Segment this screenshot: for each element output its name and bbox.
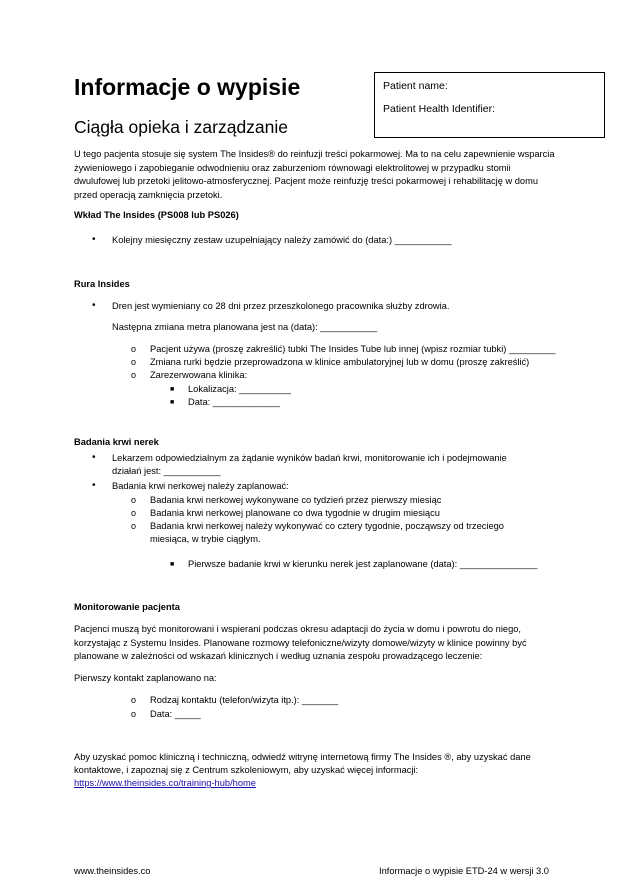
blood-sub-item: Badania krwi nerkowej planowane co dwa tygodnie w drugim miesiącu xyxy=(150,508,440,518)
monitoring-line: Pacjenci muszą być monitorowani i wspierani podczas okresu adaptacji do życia w domu i powrotu do niego, xyxy=(74,624,521,634)
contact-date-text: Data: _____ xyxy=(150,709,201,719)
square-bullet-icon: ■ xyxy=(170,399,175,406)
monitoring-line: planowane w zależności od wskazań klinicznych i według uznania zespołu prowadzącego leczenie: xyxy=(74,651,483,661)
intro-line: żywieniowego i zapobieganie odwodnieniu oraz zaburzeniom równowagi elektrolitowej w przypadku stomii xyxy=(74,162,511,173)
blood-sub-item: Badania krwi nerkowej należy wykonywać co cztery tygodnie, począwszy od trzeciego xyxy=(150,521,504,531)
clinic-location-text: Lokalizacja: __________ xyxy=(188,384,291,394)
intro-line: dwulufowej lub przetoki jelitowo-atmosferycznej. Pacjent może reinfuzję treści pokarmowej i rehabilitację w domu xyxy=(74,176,539,186)
ring-bullet-icon: o xyxy=(131,344,137,354)
section-heading-cartridge: Wkład The Insides (PS008 lub PS026) xyxy=(74,210,239,220)
tube-sub-item: Zarezerwowana klinika: xyxy=(150,370,248,380)
blood-plan-text: Badania krwi nerkowej należy zaplanować: xyxy=(112,481,289,491)
patient-name-label: Patient name: xyxy=(383,80,448,92)
tube-next-change-text: Następna zmiana metra planowana jest na (data): ___________ xyxy=(112,322,378,332)
section-heading-monitoring: Monitorowanie pacjenta xyxy=(74,602,180,612)
monitoring-line: korzystając z Systemu Insides. Planowane rozmowy telefoniczne/wizyty domowe/wizyty w klinice powinny być xyxy=(74,637,527,648)
tube-change-text: Dren jest wymieniany co 28 dni przez przeszkolonego pracownika służby zdrowia. xyxy=(112,301,450,311)
bullet-icon: • xyxy=(92,300,96,311)
patient-info-box xyxy=(374,72,605,138)
ring-bullet-icon: o xyxy=(131,508,137,518)
intro-paragraph xyxy=(74,148,554,202)
bullet-icon: • xyxy=(92,452,96,463)
training-hub-link-wrap xyxy=(74,777,256,791)
footer-doc-version: Informacje o wypisie ETD-24 w wersji 3.0 xyxy=(379,866,549,876)
square-bullet-icon: ■ xyxy=(170,386,175,393)
tube-sub-item: Pacjent używa (proszę zakreślić) tubki The Insides Tube lub innej (wpisz rozmiar tubki) _________ xyxy=(150,344,556,354)
section-heading-tube: Rura Insides xyxy=(74,279,130,289)
ring-bullet-icon: o xyxy=(131,357,137,367)
page-subtitle: Ciągła opieka i zarządzanie xyxy=(74,117,289,137)
support-text-line1: Aby uzyskać pomoc kliniczną i techniczną, odwiedź witrynę internetową firmy The Insides ®, aby uzyskać dane xyxy=(74,752,531,762)
ring-bullet-icon: o xyxy=(131,495,137,505)
intro-line: U tego pacjenta stosuje się system The Insides® do reinfuzji treści pokarmowej. Ma to na celu zapewnienie wsparcia xyxy=(74,149,555,159)
bullet-icon: • xyxy=(92,480,96,491)
blood-sub-item: Badania krwi nerkowej wykonywane co tydzień przez pierwszy miesiąc xyxy=(150,495,442,505)
support-text-line2: kontaktowe, i zapoznaj się z Centrum szkoleniowym, aby uzyskać więcej informacji: xyxy=(74,765,419,775)
ring-bullet-icon: o xyxy=(131,521,137,531)
blood-responsible-text: Lekarzem odpowiedzialnym za żądanie wyników badań krwi, monitorowanie ich i podejmowanie xyxy=(112,453,507,463)
contact-type-text: Rodzaj kontaktu (telefon/wizyta itp.): _______ xyxy=(150,695,339,705)
ring-bullet-icon: o xyxy=(131,370,137,380)
first-contact-text: Pierwszy kontakt zaplanowano na: xyxy=(74,673,217,683)
page-title: Informacje o wypisie xyxy=(74,74,301,100)
patient-id-label: Patient Health Identifier: xyxy=(383,103,496,115)
tube-sub-item: Zmiana rurki będzie przeprowadzona w klinice ambulatoryjnej lub w domu (proszę zakreślić) xyxy=(150,357,530,367)
ring-bullet-icon: o xyxy=(131,695,137,705)
blood-sub-item-cont: miesiąca, w trybie ciągłym. xyxy=(150,534,261,544)
square-bullet-icon: ■ xyxy=(170,561,175,568)
clinic-date-text: Data: _____________ xyxy=(188,397,281,407)
footer-website: www.theinsides.co xyxy=(74,866,151,876)
intro-line: przed operacją zamknięcia przetoki. xyxy=(74,189,223,200)
first-blood-test-text: Pierwsze badanie krwi w kierunku nerek jest zaplanowane (data): _______________ xyxy=(188,559,538,569)
cartridge-order-text: Kolejny miesięczny zestaw uzupełniający należy zamówić do (data:) ___________ xyxy=(112,235,452,245)
ring-bullet-icon: o xyxy=(131,709,137,719)
bullet-icon: • xyxy=(92,234,96,245)
training-hub-link[interactable]: https://www.theinsides.co/training-hub/home xyxy=(74,778,256,788)
blood-responsible-text-cont: działań jest: ___________ xyxy=(112,466,221,476)
monitoring-paragraph xyxy=(74,623,554,664)
section-heading-blood: Badania krwi nerek xyxy=(74,437,159,447)
